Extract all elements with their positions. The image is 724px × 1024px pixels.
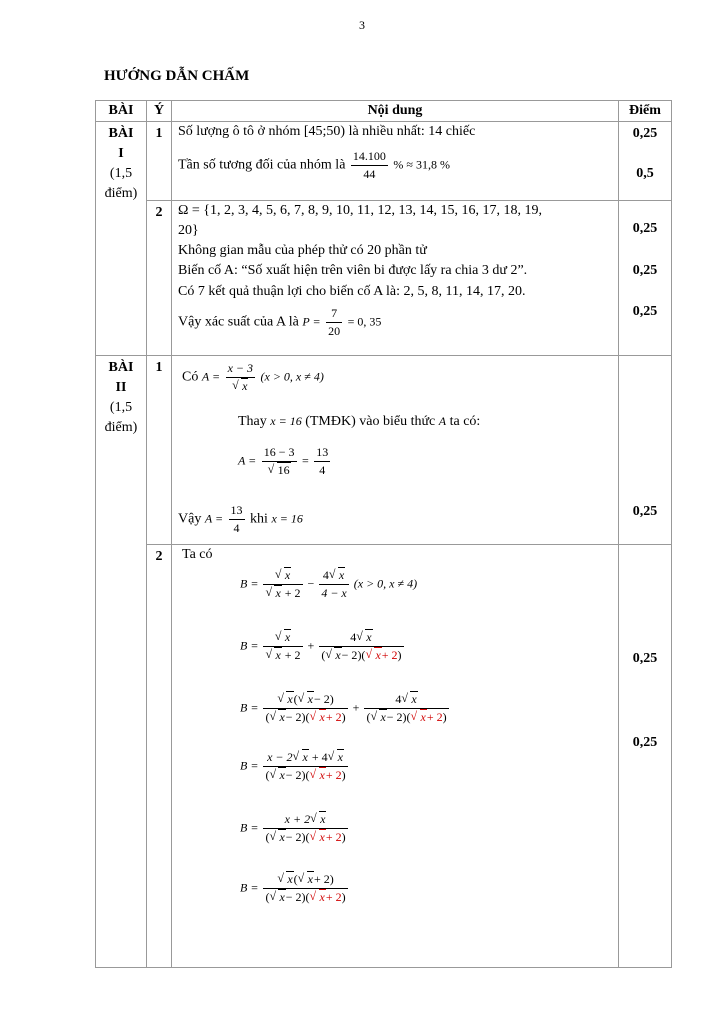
sqrt: √ x xyxy=(232,378,248,395)
text: Có xyxy=(182,369,199,385)
content-line xyxy=(178,148,450,183)
content-line xyxy=(182,360,324,395)
text: Thay xyxy=(238,414,267,429)
content-cell xyxy=(172,545,619,968)
math: A = xyxy=(201,369,221,384)
points-value: 0,25 xyxy=(632,304,658,319)
bai-score: (1,5 xyxy=(109,166,133,181)
math: A = xyxy=(238,453,257,468)
fraction: √ x √ x + 2 xyxy=(263,567,302,602)
fraction xyxy=(326,305,342,340)
points-cell xyxy=(619,201,672,356)
grading-table xyxy=(95,100,672,968)
points-value: 0,25 xyxy=(632,651,658,666)
content-line: 20} xyxy=(178,223,199,238)
content-line: Ω = {1, 2, 3, 4, 5, 6, 7, 8, 9, 10, 11, 12, 13, 14, 15, 16, 17, 18, 19, xyxy=(178,203,542,218)
math: A = xyxy=(204,511,224,526)
equation-line: B = √ x √ x + 2 + $\frac{4√ x}{(√ x- 2)(√ x+ 2)}$ xyxy=(240,629,406,664)
bai-score-unit: điểm) xyxy=(104,186,138,201)
content-cell xyxy=(172,356,619,545)
denominator: 4 xyxy=(233,521,240,535)
math: x = 16 xyxy=(270,414,302,428)
text: khi xyxy=(250,511,268,527)
numerator: 13 xyxy=(229,502,245,520)
page-number: 3 xyxy=(359,18,365,32)
content-line: Ta có xyxy=(182,547,213,562)
content-cell xyxy=(172,122,619,201)
numerator: 7 xyxy=(326,305,342,323)
equation-line: B = $\frac{x - 2√ x + 4√ x}{(√ x- 2)(√ x+ 2)}$ xyxy=(240,749,350,784)
content-line: Biến cố A: “Số xuất hiện trên viên bi được lấy ra chia 3 dư 2”. xyxy=(178,263,528,278)
content-cell xyxy=(172,201,619,356)
bai-label: BÀI xyxy=(108,126,134,141)
content-line xyxy=(178,502,303,537)
text: % ≈ 31,8 % xyxy=(393,157,450,172)
text: Tần số tương đối của nhóm là xyxy=(178,157,346,173)
points-cell xyxy=(619,356,672,545)
math: P = xyxy=(302,314,321,329)
numerator: 13 xyxy=(314,444,330,462)
table-header-row xyxy=(96,101,672,122)
header-y: Ý xyxy=(147,101,172,122)
numerator: x − 3 xyxy=(226,360,255,378)
math: x = 16 xyxy=(271,511,303,526)
math: = 0, 35 xyxy=(347,314,382,329)
header-content: Nội dung xyxy=(172,101,619,122)
fraction xyxy=(226,360,255,395)
equation-line: B = √ x √ x + 2 − $\frac{4√ x}{4 - x}$ (x > 0, x ≠ 4) xyxy=(240,567,417,602)
bai-score-unit: điểm) xyxy=(104,420,138,435)
denominator: 4 xyxy=(319,463,326,477)
math: B = xyxy=(240,576,259,591)
fraction xyxy=(229,502,245,537)
points-cell xyxy=(619,545,672,968)
header-bai: BÀI xyxy=(96,101,147,122)
y-number: 2 xyxy=(147,201,172,356)
text: ta có: xyxy=(449,414,481,429)
text: Vậy xyxy=(178,511,202,527)
math: A xyxy=(438,414,447,428)
points-value: 0,25 xyxy=(632,126,658,141)
sqrt: √ 16 xyxy=(268,462,291,479)
table-row xyxy=(96,356,672,545)
content-line: Không gian mẫu của phép thử có 20 phần tử xyxy=(178,243,427,258)
points-value: 0,25 xyxy=(632,504,658,519)
header-points: Điểm xyxy=(619,101,672,122)
points-value: 0,25 xyxy=(632,263,658,278)
numerator: 16 − 3 xyxy=(262,444,297,462)
y-number: 1 xyxy=(147,122,172,201)
fraction xyxy=(351,148,388,183)
equation-line: B = √ $\frac{x(√ x- 2)}{(√ x- 2)(√ x+ 2)}$ + $\frac{4√ x}{(√ x- 2)(√ x+ 2)}$ xyxy=(240,691,451,726)
bai-1-cell xyxy=(96,122,147,356)
table-row xyxy=(96,122,672,201)
equation-line: B = √ $\frac{x(√ x+ 2)}{(√ x- 2)(√ x+ 2)}$ xyxy=(240,871,350,906)
content-line: Số lượng ô tô ở nhóm [45;50) là nhiều nhất: 14 chiếc xyxy=(178,124,476,139)
y-number: 1 xyxy=(147,356,172,545)
bai-2-cell xyxy=(96,356,147,968)
points-value: 0,25 xyxy=(632,221,658,236)
numerator: 14.100 xyxy=(351,148,388,166)
table-row xyxy=(96,545,672,968)
text: Vậy xác suất của A là xyxy=(178,314,299,330)
bai-score: (1,5 xyxy=(109,400,133,415)
content-line: A = 16 − 3 √ 16 = $\frac{13}{4}$ xyxy=(238,444,332,479)
points-cell xyxy=(619,122,672,201)
fraction xyxy=(314,444,330,479)
content-line: Có 7 kết quả thuận lợi cho biến cố A là: 2, 5, 8, 11, 14, 17, 20. xyxy=(178,284,526,299)
fraction xyxy=(262,444,297,479)
bai-roman: II xyxy=(115,380,127,395)
equation-line: B = $\frac{x + 2√ x}{(√ x- 2)(√ x+ 2)}$ xyxy=(240,811,350,846)
bai-roman: I xyxy=(118,146,124,161)
condition: (x > 0, x ≠ 4) xyxy=(353,576,418,591)
bai-label: BÀI xyxy=(108,360,134,375)
condition: (x > 0, x ≠ 4) xyxy=(260,369,324,384)
table-row xyxy=(96,201,672,356)
denominator: 20 xyxy=(328,324,341,338)
y-number: 2 xyxy=(147,545,172,968)
content-line xyxy=(178,305,381,340)
points-value: 0,25 xyxy=(632,735,658,750)
text: (TMĐK) vào biểu thức xyxy=(305,414,436,429)
denominator: 44 xyxy=(363,167,376,181)
page-title: HƯỚNG DẪN CHẤM xyxy=(104,68,250,84)
points-value: 0,5 xyxy=(636,166,654,181)
fraction: $\frac{4√ x}{4 - x}$ xyxy=(319,567,348,602)
content-line xyxy=(238,414,480,430)
